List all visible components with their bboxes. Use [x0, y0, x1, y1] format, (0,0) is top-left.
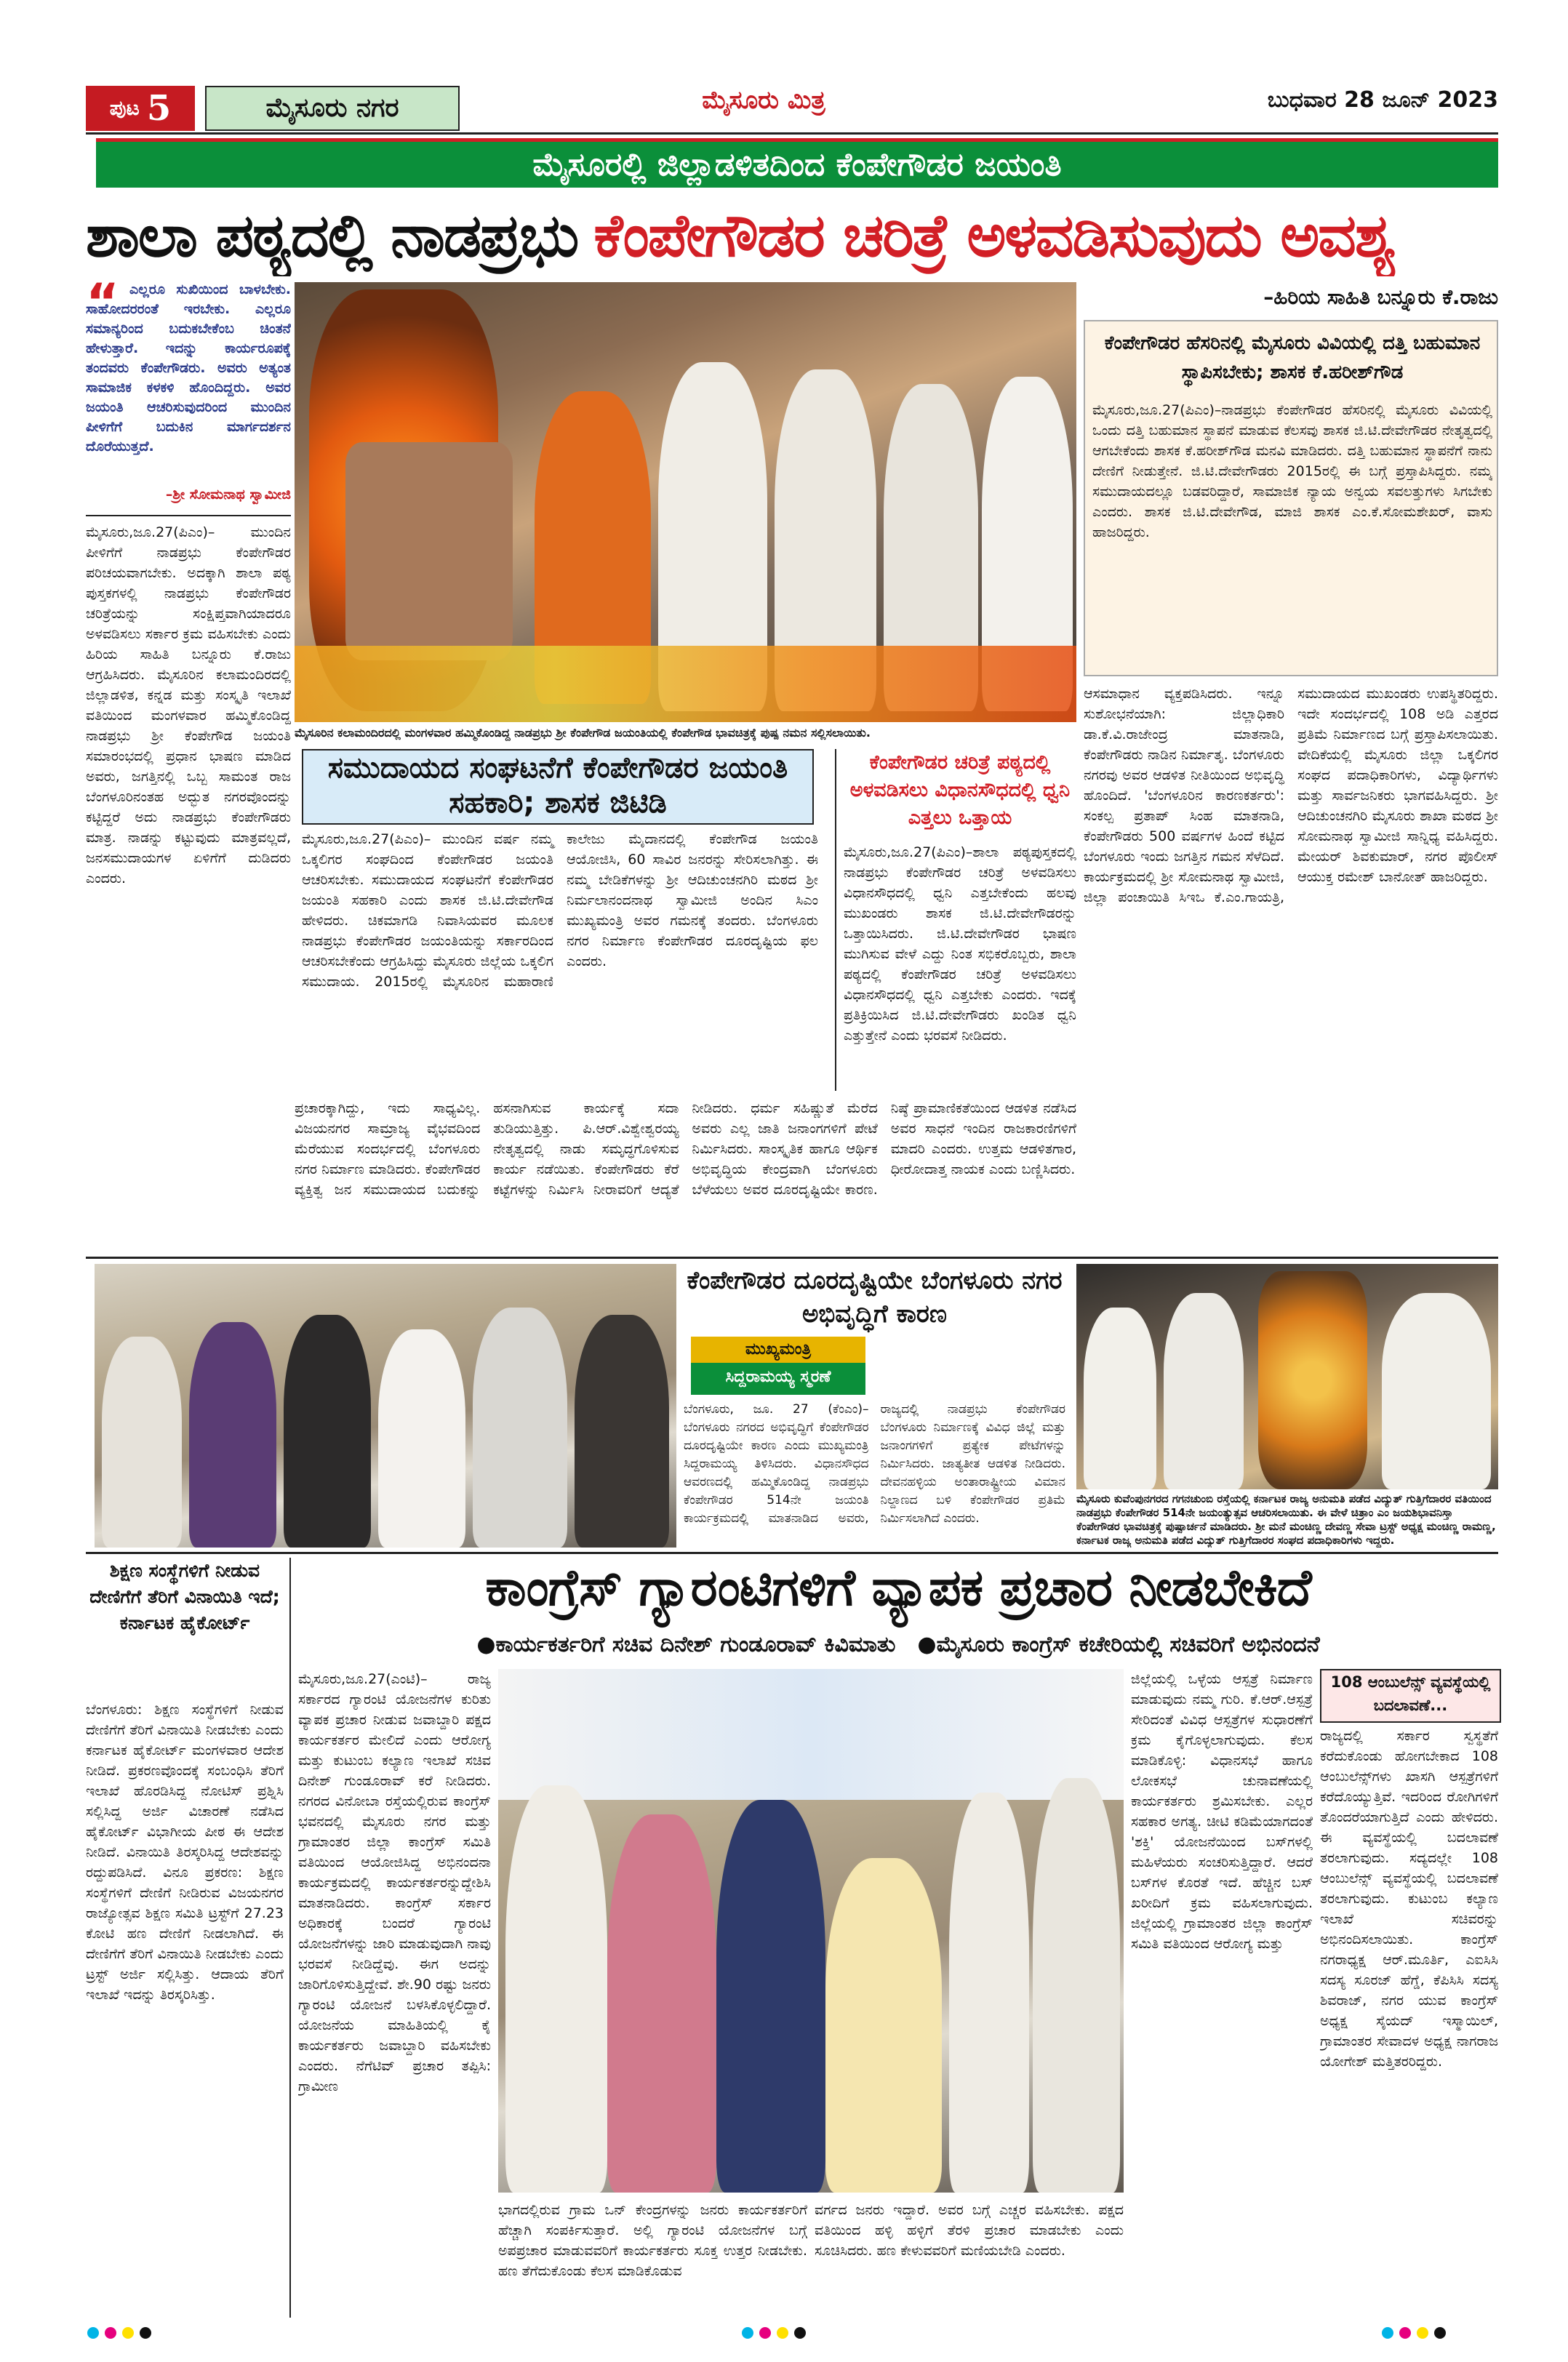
- education-story: [86, 1558, 291, 2318]
- history-headline: ಕೆಂಪೇಗೌಡರ ಚರಿತ್ರೆ ಪಠ್ಯದಲ್ಲಿ ಅಳವಡಿಸಲು ವಿಧಾನಸೌಧದಲ್ಲಿ ಧ್ವನಿ ಎತ್ತಲು ಒತ್ತಾಯ: [849, 751, 1071, 829]
- congress-col-4: ಜಿಲ್ಲೆಯಲ್ಲಿ ಒಳ್ಳೆಯ ಆಸ್ಪತ್ರೆ ನಿರ್ಮಾಣ ಮಾಡುವುದು ನಮ್ಮ ಗುರಿ. ಕೆ.ಆರ್.ಆಸ್ಪತ್ರೆ ಸೇರಿದಂತೆ ವಿವಿಧ ಆಸ್ಪತ್ರೆಗಳ ಸುಧಾರಣೆಗೆ ಕ್ರಮ ಕೈಗೊಳ್ಳಲಾಗುವುದು. ಕೆಲಸ ಮಾಡಿಕೊಳ್ಳಿ: ವಿಧಾನಸಭೆ ಹಾಗೂ ಲೋಕಸಭೆ ಚುನಾವಣೆಯಲ್ಲಿ ಕಾರ್ಯಕರ್ತರು ಶ್ರಮಿಸಬೇಕು. ಎಲ್ಲರ ಸಹಕಾರ ಅಗತ್ಯ. ಚೀಟಿ ಕಡಿಮೆಯಾಗದಂತೆ 'ಶಕ್ತಿ' ಯೋಜನೆಯಿಂದ ಬಸ್‌ಗಳಲ್ಲಿ ಮಹಿಳೆಯರು ಸಂಚರಿಸುತ್ತಿದ್ದಾರೆ. ಆದರೆ ಬಸ್‌ಗಳ ಕೊರತೆ ಇದೆ. ಹೆಚ್ಚಿನ ಬಸ್ ಖರೀದಿಗೆ ಕ್ರಮ ವಹಿಸಲಾಗುವುದು. ಜಿಲ್ಲೆಯಲ್ಲಿ ಗ್ರಾಮಾಂತರ ಜಿಲ್ಲಾ ಕಾಂಗ್ರೆಸ್ ಸಮಿತಿ ವತಿಯಿಂದ ಆರೋಗ್ಯ ಮತ್ತು: [1131, 1671, 1313, 1952]
- congress-col-3: ವರ್ಗದ ಜನರು ಇದ್ದಾರೆ. ಅವರ ಬಗ್ಗೆ ಎಚ್ಚರ ವಹಿಸಬೇಕು. ಪಕ್ಷದ ವತಿಯಿಂದ ಹಳ್ಳಿ ಹಳ್ಳಿಗೆ ತೆರಳಿ ಪ್ರಚಾರ ಮಾಡಬೇಕು ಎಂದು ಸೂಚಿಸಿದರು. ಹಣ ಕೇಳುವವರಿಗೆ ಮಣಿಯಬೇಡಿ ಎಂದರು.: [815, 2202, 1124, 2259]
- dot-cyan-3: [1382, 2327, 1393, 2339]
- banner-backdrop: [498, 1669, 1124, 1800]
- education-body: ಬೆಂಗಳೂರು: ಶಿಕ್ಷಣ ಸಂಸ್ಥೆಗಳಿಗೆ ನೀಡುವ ದೇಣಿಗೆಗೆ ತೆರಿಗೆ ವಿನಾಯಿತಿ ನೀಡಬೇಕು ಎಂದು ಕರ್ನಾಟಕ ಹೈಕೋರ್ಟ್ ಮಂಗಳವಾರ ಆದೇಶ ನೀಡಿದೆ. ಪ್ರಕರಣವೊಂದಕ್ಕೆ ಸಂಬಂಧಿಸಿ ತೆರಿಗೆ ಇಲಾಖೆ ಹೊರಡಿಸಿದ್ದ ನೋಟಿಸ್ ಪ್ರಶ್ನಿಸಿ ಸಲ್ಲಿಸಿದ್ದ ಅರ್ಜಿ ವಿಚಾರಣೆ ನಡೆಸಿದ ಹೈಕೋರ್ಟ್ ವಿಭಾಗೀಯ ಪೀಠ ಈ ಆದೇಶ ನೀಡಿದೆ. ವಿನಾಯಿತಿ ತಿರಸ್ಕರಿಸಿದ್ದ ಆದೇಶವನ್ನು ರದ್ದುಪಡಿಸಿದೆ. ವಿನೂ ಪ್ರಕರಣ: ಶಿಕ್ಷಣ ಸಂಸ್ಥೆಗಳಿಗೆ ದೇಣಿಗೆ ನೀಡಿರುವ ವಿಜಯನಗರ ರಾಜ್ಯೋತ್ಸವ ಶಿಕ್ಷಣ ಸಮಿತಿ ಟ್ರಸ್ಟ್‌ಗೆ 27.23 ಕೋಟಿ ಹಣ ದೇಣಿಗೆ ನೀಡಲಾಗಿದೆ. ಈ ದೇಣಿಗೆಗೆ ತೆರಿಗೆ ವಿನಾಯಿತಿ ನೀಡಬೇಕು ಎಂದು ಟ್ರಸ್ಟ್ ಅರ್ಜಿ ಸಲ್ಲಿಸಿತ್ತು. ಆದಾಯ ತೆರಿಗೆ ಇಲಾಖೆ ಇದನ್ನು ತಿರಸ್ಕರಿಸಿತ್ತು.: [86, 1702, 284, 2003]
- right-mid-body: ಆಸಮಾಧಾನ ವ್ಯಕ್ತಪಡಿಸಿದರು. ಇನ್ನೂ ಸುಶೋಭನೆಯಾಗಿ: ಜಿಲ್ಲಾಧಿಕಾರಿ ಡಾ.ಕೆ.ವಿ.ರಾಜೇಂದ್ರ ಮಾತನಾಡಿ, ಕೆಂಪೇಗೌಡರು ನಾಡಿನ ನಿರ್ಮಾತೃ. ಬೆಂಗಳೂರು ನಗರವು ಅವರ ಆಡಳಿತ ನೀತಿಯಿಂದ ಅಭಿವೃದ್ಧಿ ಹೊಂದಿದೆ. 'ಬೆಂಗಳೂರಿನ ಕಾರಣಕರ್ತರು': ಸಂಕಲ್ಪ ಪ್ರತಾಪ್ ಸಿಂಹ ಮಾತನಾಡಿ, ಕೆಂಪೇಗೌಡರು 500 ವರ್ಷಗಳ ಹಿಂದೆ ಕಟ್ಟಿದ ಬೆಂಗಳೂರು ಇಂದು ಜಗತ್ತಿನ ಗಮನ ಸೆಳೆದಿದೆ. ಕಾರ್ಯಕ್ರಮದಲ್ಲಿ ಶ್ರೀ ಸೋಮನಾಥ ಸ್ವಾಮೀಜಿ, ಜಿಲ್ಲಾ ಪಂಚಾಯಿತಿ ಸಿಇಒ ಕೆ.ಎಂ.ಗಾಯತ್ರಿ, ಸಮುದಾಯದ ಮುಖಂಡರು ಉಪಸ್ಥಿತರಿದ್ದರು. ಇದೇ ಸಂದರ್ಭದಲ್ಲಿ 108 ಅಡಿ ಎತ್ತರದ ಪ್ರತಿಮೆ ನಿರ್ಮಾಣದ ಬಗ್ಗೆ ಪ್ರಸ್ತಾಪಿಸಲಾಯಿತು. ವೇದಿಕೆಯಲ್ಲಿ ಮೈಸೂರು ಜಿಲ್ಲಾ ಒಕ್ಕಲಿಗರ ಸಂಘದ ಪದಾಧಿಕಾರಿಗಳು, ವಿದ್ಯಾರ್ಥಿಗಳು ಮತ್ತು ಸಾರ್ವಜನಿಕರು ಭಾಗವಹಿಸಿದ್ದರು. ಶ್ರೀ ಆದಿಚುಂಚನಗಿರಿ ಮೈಸೂರು ಶಾಖಾ ಮಠದ ಶ್ರೀ ಸೋಮನಾಥ ಸ್ವಾಮೀಜಿ ಸಾನ್ನಿಧ್ಯ ವಹಿಸಿದ್ದರು. ಮೇಯರ್ ಶಿವಕುಮಾರ್, ನಗರ ಪೊಲೀಸ್ ಆಯುಕ್ತ ರಮೇಶ್ ಬಾನೋತ್ ಹಾಜರಿದ್ದರು.: [1084, 686, 1498, 905]
- history-story: [835, 749, 1075, 1091]
- flower-bed: [295, 646, 1076, 722]
- masthead-rule: [86, 132, 1498, 135]
- dot-magenta-2: [759, 2327, 771, 2339]
- ambulance-body: ರಾಜ್ಯದಲ್ಲಿ ಸರ್ಕಾರ ಸ್ವಸ್ಥತೆಗೆ ಕರೆದುಕೊಂಡು ಹೋಗಬೇಕಾದ 108 ಆಂಬುಲೆನ್ಸ್‌ಗಳು ಖಾಸಗಿ ಆಸ್ಪತ್ರೆಗಳಿಗೆ ಕರೆದೊಯ್ಯುತ್ತಿವೆ. ಇದರಿಂದ ರೋಗಿಗಳಿಗೆ ತೊಂದರೆಯಾಗುತ್ತಿದೆ ಎಂದು ಹೇಳಿದರು. ಈ ವ್ಯವಸ್ಥೆಯಲ್ಲಿ ಬದಲಾವಣೆ ತರಲಾಗುವುದು. ಸದ್ಯದಲ್ಲೇ 108 ಆಂಬುಲೆನ್ಸ್ ವ್ಯವಸ್ಥೆಯಲ್ಲಿ ಬದಲಾವಣೆ ತರಲಾಗುವುದು. ಕುಟುಂಬ ಕಲ್ಯಾಣ ಇಲಾಖೆ ಸಚಿವರನ್ನು ಅಭಿನಂದಿಸಲಾಯಿತು. ಕಾಂಗ್ರೆಸ್ ನಗರಾಧ್ಯಕ್ಷ ಆರ್.ಮೂರ್ತಿ, ಎಐಸಿಸಿ ಸದಸ್ಯ ಸೂರಜ್ ಹೆಗ್ಡೆ, ಕೆಪಿಸಿಸಿ ಸದಸ್ಯ ಶಿವರಾಜ್, ನಗರ ಯುವ ಕಾಂಗ್ರೆಸ್ ಅಧ್ಯಕ್ಷ ಸೈಯದ್ ಇಸ್ಮಾಯಿಲ್, ಗ್ರಾಮಾಂತರ ಸೇವಾದಳ ಅಧ್ಯಕ್ಷ ನಾಗರಾಜ ಯೋಗೇಶ್ ಮತ್ತಿತರರಿದ್ದರು.: [1320, 1728, 1498, 2070]
- quote-mark: “: [86, 273, 120, 332]
- history-body: ಮೈಸೂರು,ಜೂ.27(ಪಿಎಂ)–ಶಾಲಾ ಪಠ್ಯಪುಸ್ತಕದಲ್ಲಿ ನಾಡಪ್ರಭು ಕೆಂಪೇಗೌಡರ ಚರಿತ್ರೆ ಅಳವಡಿಸಲು ವಿಧಾನಸೌಧದಲ್ಲಿ ಧ್ವನಿ ಎತ್ತಬೇಕೆಂದು ಹಲವು ಮುಖಂಡರು ಶಾಸಕ ಜಿ.ಟಿ.ದೇವೇಗೌಡರನ್ನು ಒತ್ತಾಯಿಸಿದರು. ಜಿ.ಟಿ.ದೇವೇಗೌಡರ ಭಾಷಣ ಮುಗಿಸುವ ವೇಳೆ ಎದ್ದು ನಿಂತ ಸಭಿಕರೊಬ್ಬರು, ಶಾಲಾ ಪಠ್ಯದಲ್ಲಿ ಕೆಂಪೇಗೌಡರ ಚರಿತ್ರೆ ಅಳವಡಿಸಲು ವಿಧಾನಸೌಧದಲ್ಲಿ ಧ್ವನಿ ಎತ್ತಬೇಕು ಎಂದರು. ಇದಕ್ಕೆ ಪ್ರತಿಕ್ರಿಯಿಸಿದ ಜಿ.ಟಿ.ದೇವೇಗೌಡರು ಖಂಡಿತ ಧ್ವನಿ ಎತ್ತುತ್ತೇನೆ ಎಂದು ಭರವಸೆ ನೀಡಿದರು.: [844, 844, 1076, 1044]
- dot-black-2: [794, 2327, 806, 2339]
- person-b: [189, 1322, 276, 1548]
- cm-kicker-2: ಸಿದ್ದರಾಮಯ್ಯ ಸ್ಮರಣೆ: [725, 1368, 831, 1386]
- lead-photo-caption: ಮೈಸೂರಿನ ಕಲಾಮಂದಿರದಲ್ಲಿ ಮಂಗಳವಾರ ಹಮ್ಮಿಕೊಂಡಿದ್ದ ನಾಡಪ್ರಭು ಶ್ರೀ ಕೆಂಪೇಗೌಡ ಜಯಂತಿಯಲ್ಲಿ ಕೆಂಪೇಗೌಡ ಭಾವಚಿತ್ರಕ್ಕೆ ಪುಷ್ಪ ನಮನ ಸಲ್ಲಿಸಲಾಯಿತು.: [295, 726, 871, 740]
- congress-felicitation-photo: [498, 1669, 1124, 2193]
- issue-date: ಬುಧವಾರ 28 ಜೂನ್ 2023: [1267, 87, 1498, 113]
- dot-magenta: [105, 2327, 116, 2339]
- dot-cyan-2: [742, 2327, 753, 2339]
- page-label-box: [86, 86, 195, 131]
- donation-story: [1084, 320, 1498, 676]
- community-headline: ಸಮುದಾಯದ ಸಂಘಟನೆಗೆ ಕೆಂಪೇಗೌಡರ ಜಯಂತಿ ಸಹಕಾರಿ; ಶಾಸಕ ಜಿಟಿಡಿ: [302, 749, 814, 825]
- community-body: ಮೈಸೂರು,ಜೂ.27(ಪಿಎಂ)– ಮುಂದಿನ ವರ್ಷ ನಮ್ಮ ಒಕ್ಕಲಿಗರ ಸಂಘದಿಂದ ಕೆಂಪೇಗೌಡರ ಜಯಂತಿ ಆಚರಿಸಬೇಕು. ಸಮುದಾಯದ ಸಂಘಟನೆಗೆ ಕೆಂಪೇಗೌಡರ ಜಯಂತಿ ಸಹಕಾರಿ ಎಂದು ಶಾಸಕ ಜಿ.ಟಿ.ದೇವೇಗೌಡ ಹೇಳಿದರು. ಚಿಕಮಾಗಡಿ ನಿವಾಸಿಯವರ ಮೂಲಕ ನಾಡಪ್ರಭು ಕೆಂಪೇಗೌಡರ ಜಯಂತಿಯನ್ನು ಸರ್ಕಾರದಿಂದ ಆಚರಿಸಬೇಕೆಂದು ಆಗ್ರಹಿಸಿದ್ದು ಮೈಸೂರು ಜಿಲ್ಲೆಯ ಒಕ್ಕಲಿಗ ಸಮುದಾಯ. 2015ರಲ್ಲಿ ಮೈಸೂರಿನ ಮಹಾರಾಣಿ ಕಾಲೇಜು ಮೈದಾನದಲ್ಲಿ ಕೆಂಪೇಗೌಡ ಜಯಂತಿ ಆಯೋಜಿಸಿ, 60 ಸಾವಿರ ಜನರನ್ನು ಸೇರಿಸಲಾಗಿತ್ತು. ಈ ನಮ್ಮ ಬೇಡಿಕೆಗಳನ್ನು ಶ್ರೀ ಆದಿಚುಂಚನಗಿರಿ ಮಠದ ಶ್ರೀ ನಿರ್ಮಲಾನಂದನಾಥ ಸ್ವಾಮೀಜಿ ಅಂದಿನ ಸಿಎಂ ಮುಖ್ಯಮಂತ್ರಿ ಅವರ ಗಮನಕ್ಕೆ ತಂದರು. ಬೆಂಗಳೂರು ನಗರ ನಿರ್ಮಾಣ ಕೆಂಪೇಗೌಡರ ದೂರದೃಷ್ಟಿಯ ಫಲ ಎಂದರು.: [302, 831, 818, 990]
- person-c: [284, 1315, 371, 1548]
- section-rule-1: [86, 1257, 1498, 1259]
- cm-kicker-1: ಮುಖ್ಯಮಂತ್ರಿ: [691, 1337, 865, 1363]
- minister-seated: [825, 1858, 942, 2193]
- lead-byline: –ಹಿರಿಯ ಸಾಹಿತಿ ಬನ್ನೂರು ಕೆ.ರಾಜು: [1263, 285, 1498, 309]
- ambulance-head: 108 ಆಂಬುಲೆನ್ಸ್ ವ್ಯವಸ್ಥೆಯಲ್ಲಿ ಬದಲಾವಣೆ...: [1320, 1669, 1501, 1723]
- portrait-frame: [345, 442, 513, 660]
- congress-sub-1: ●ಕಾರ್ಯಕರ್ತರಿಗೆ ಸಚಿವ ದಿನೇಶ್ ಗುಂಡೂರಾವ್ ಕಿವಿಮಾತು: [476, 1632, 896, 1657]
- footer-color-dots-center: [742, 2327, 887, 2342]
- cm-body: ಬೆಂಗಳೂರು, ಜೂ. 27 (ಕೆಂಎಂ)– ಬೆಂಗಳೂರು ನಗರದ ಅಭಿವೃದ್ಧಿಗೆ ಕೆಂಪೇಗೌಡರ ದೂರದೃಷ್ಟಿಯೇ ಕಾರಣ ಎಂದು ಮುಖ್ಯಮಂತ್ರಿ ಸಿದ್ದರಾಮಯ್ಯ ತಿಳಿಸಿದರು. ವಿಧಾನಸೌಧದ ಆವರಣದಲ್ಲಿ ಹಮ್ಮಿಕೊಂಡಿದ್ದ ನಾಡಪ್ರಭು ಕೆಂಪೇಗೌಡರ 514ನೇ ಜಯಂತಿ ಕಾರ್ಯಕ್ರಮದಲ್ಲಿ ಮಾತನಾಡಿದ ಅವರು, ರಾಜ್ಯದಲ್ಲಿ ನಾಡಪ್ರಭು ಕೆಂಪೇಗೌಡರ ಬೆಂಗಳೂರು ನಿರ್ಮಾಣಕ್ಕೆ ವಿವಿಧ ಜಿಲ್ಲೆ ಮತ್ತು ಜನಾಂಗಗಳಿಗೆ ಪ್ರತ್ಯೇಕ ಪೇಟೆಗಳನ್ನು ನಿರ್ಮಿಸಿದರು. ಜಾತ್ಯತೀತ ಆಡಳಿತ ನೀಡಿದರು. ದೇವನಹಳ್ಳಿಯ ಅಂತಾರಾಷ್ಟ್ರೀಯ ವಿಮಾನ ನಿಲ್ದಾಣದ ಬಳಿ ಕೆಂಪೇಗೌಡರ ಪ್ರತಿಮೆ ನಿರ್ಮಿಸಲಾಗಿದೆ ಎಂದರು.: [684, 1402, 1065, 1526]
- congress-col-1: ಮೈಸೂರು,ಜೂ.27(ಎಂಟಿ)– ರಾಜ್ಯ ಸರ್ಕಾರದ ಗ್ಯಾರಂಟಿ ಯೋಜನೆಗಳ ಕುರಿತು ವ್ಯಾಪಕ ಪ್ರಚಾರ ನೀಡುವ ಜವಾಬ್ದಾರಿ ಪಕ್ಷದ ಕಾರ್ಯಕರ್ತರ ಮೇಲಿದೆ ಎಂದು ಆರೋಗ್ಯ ಮತ್ತು ಕುಟುಂಬ ಕಲ್ಯಾಣ ಇಲಾಖೆ ಸಚಿವ ದಿನೇಶ್ ಗುಂಡೂರಾವ್ ಕರೆ ನೀಡಿದರು. ನಗರದ ವಿನೋಬಾ ರಸ್ತೆಯಲ್ಲಿರುವ ಕಾಂಗ್ರೆಸ್ ಭವನದಲ್ಲಿ ಮೈಸೂರು ನಗರ ಮತ್ತು ಗ್ರಾಮಾಂತರ ಜಿಲ್ಲಾ ಕಾಂಗ್ರೆಸ್ ಸಮಿತಿ ವತಿಯಿಂದ ಆಯೋಜಿಸಿದ್ದ ಅಭಿನಂದನಾ ಕಾರ್ಯಕ್ರಮದಲ್ಲಿ ಕಾರ್ಯಕರ್ತರನ್ನುದ್ದೇಶಿಸಿ ಮಾತನಾಡಿದರು. ಕಾಂಗ್ರೆಸ್ ಸರ್ಕಾರ ಅಧಿಕಾರಕ್ಕೆ ಬಂದರೆ ಗ್ಯಾರಂಟಿ ಯೋಜನೆಗಳನ್ನು ಜಾರಿ ಮಾಡುವುದಾಗಿ ನಾವು ಭರವಸೆ ನೀಡಿದ್ದೆವು. ಈಗ ಅದನ್ನು ಜಾರಿಗೊಳಿಸುತ್ತಿದ್ದೇವೆ. ಶೇ.90 ರಷ್ಟು ಜನರು ಗ್ಯಾರಂಟಿ ಯೋಜನೆ ಬಳಸಿಕೊಳ್ಳಲಿದ್ದಾರೆ. ಯೋಜನೆಯ ಮಾಹಿತಿಯಲ್ಲಿ ಕೈ ಕಾರ್ಯಕರ್ತರು ಜವಾಬ್ದಾರಿ ವಹಿಸಬೇಕು ಎಂದರು. ನೆಗೆಟಿವ್ ಪ್ರಚಾರ ತಪ್ಪಿಸಿ: ಗ್ರಾಮೀಣ: [298, 1671, 491, 2094]
- person-j: [505, 1785, 607, 2193]
- donation-headline: ಕೆಂಪೇಗೌಡರ ಹೆಸರಿನಲ್ಲಿ ಮೈಸೂರು ವಿವಿಯಲ್ಲಿ ದತ್ತಿ ಬಹುಮಾನ ಸ್ಥಾಪಿಸಬೇಕು; ಶಾಸಕ ಕೆ.ಹರೀಶ್‌ಗೌಡ: [1104, 332, 1481, 383]
- dot-yellow-2: [777, 2327, 788, 2339]
- education-headline: ಶಿಕ್ಷಣ ಸಂಸ್ಥೆಗಳಿಗೆ ನೀಡುವ ದೇಣಿಗೆಗೆ ತೆರಿಗೆ ವಿನಾಯಿತಿ ಇದೆ; ಕರ್ನಾಟಕ ಹೈಕೋರ್ಟ್: [89, 1560, 280, 1633]
- ambulance-box: [1320, 1669, 1498, 2316]
- cm-kicker: [691, 1337, 865, 1395]
- person-h: [1164, 1293, 1244, 1489]
- lead-photo: [295, 282, 1076, 722]
- lower-mid-body: ಪ್ರಚಾರಕ್ಕಾಗಿದ್ದು, ಇದು ಸಾಧ್ಯವಿಲ್ಲ. ವಿಜಯನಗರ ಸಾಮ್ರಾಜ್ಯ ವೈಭವದಿಂದ ಮೆರೆಯುವ ಸಂದರ್ಭದಲ್ಲಿ ಬೆಂಗಳೂರು ನಗರ ನಿರ್ಮಾಣ ಮಾಡಿದರು. ಕೆಂಪೇಗೌಡರ ವ್ಯಕ್ತಿತ್ವ ಜನ ಸಮುದಾಯದ ಬದುಕನ್ನು ಹಸನಾಗಿಸುವ ಕಾರ್ಯಕ್ಕೆ ಸದಾ ತುಡಿಯುತ್ತಿತ್ತು. ಪಿ.ಆರ್.ವಿಶ್ವೇಶ್ವರಯ್ಯ ನೇತೃತ್ವದಲ್ಲಿ ನಾಡು ಸಮೃದ್ಧಗೊಳಿಸುವ ಕಾರ್ಯ ನಡೆಯಿತು. ಕೆಂಪೇಗೌಡರು ಕೆರೆ ಕಟ್ಟೆಗಳನ್ನು ನಿರ್ಮಿಸಿ ನೀರಾವರಿಗೆ ಆದ್ಯತೆ ನೀಡಿದರು. ಧರ್ಮ ಸಹಿಷ್ಣುತೆ ಮೆರೆದ ಅವರು ಎಲ್ಲ ಜಾತಿ ಜನಾಂಗಗಳಿಗೆ ಪೇಟೆ ನಿರ್ಮಿಸಿದರು. ಸಾಂಸ್ಕೃತಿಕ ಹಾಗೂ ಆರ್ಥಿಕ ಅಭಿವೃದ್ಧಿಯ ಕೇಂದ್ರವಾಗಿ ಬೆಂಗಳೂರು ಬೆಳೆಯಲು ಅವರ ದೂರದೃಷ್ಟಿಯೇ ಕಾರಣ. ನಿಷ್ಠೆ ಪ್ರಾಮಾಣಿಕತೆಯಿಂದ ಆಡಳಿತ ನಡೆಸಿದ ಅವರ ಸಾಧನೆ ಇಂದಿನ ರಾಜಕಾರಣಿಗಳಿಗೆ ಮಾದರಿ ಎಂದರು. ಉತ್ತಮ ಆಡಳಿತಗಾರ, ಧೀರೋದಾತ್ತ ನಾಯಕ ಎಂದು ಬಣ್ಣಿಸಿದರು.: [295, 1100, 1076, 1198]
- person-f: [575, 1315, 669, 1548]
- congress-subheads: [298, 1632, 1498, 1664]
- dot-black: [140, 2327, 151, 2339]
- person-n: [1033, 1778, 1120, 2193]
- paper-name: ಮೈಸೂರು ಮಿತ್ರ: [702, 86, 825, 115]
- page-label: ಪುಟ: [109, 96, 140, 120]
- event-banner: ಮೈಸೂರಲ್ಲಿ ಜಿಲ್ಲಾಡಳಿತದಿಂದ ಕೆಂಪೇಗೌಡರ ಜಯಂತಿ: [96, 138, 1498, 188]
- congress-col-2: ಭಾಗದಲ್ಲಿರುವ ಗ್ರಾಮ ಒನ್ ಕೇಂದ್ರಗಳನ್ನು ಜನರು ಕಾರ್ಯಕರ್ತರಿಗೆ ಹೆಚ್ಚಾಗಿ ಸಂಪರ್ಕಿಸುತ್ತಾರೆ. ಅಲ್ಲಿ ಗ್ಯಾರಂಟಿ ಯೋಜನೆಗಳ ಬಗ್ಗೆ ಅಪಪ್ರಚಾರ ಮಾಡುವವರಿಗೆ ಕಾರ್ಯಕರ್ತರು ಸೂಕ್ತ ಉತ್ತರ ನೀಡಬೇಕು. ಹಣ ತೆಗೆದುಕೊಂಡು ಕೆಲಸ ಮಾಡಿಕೊಡುವ: [498, 2202, 807, 2279]
- page-number: 5: [146, 88, 172, 129]
- lead-headline: [86, 196, 1498, 276]
- cm-headline: ಕೆಂಪೇಗೌಡರ ದೂರದೃಷ್ಟಿಯೇ ಬೆಂಗಳೂರು ನಗರ ಅಭಿವೃದ್ಧಿಗೆ ಕಾರಣ: [687, 1266, 1063, 1329]
- person-g: [1084, 1308, 1156, 1489]
- dot-black-3: [1434, 2327, 1446, 2339]
- person-a: [102, 1337, 182, 1548]
- person-l: [716, 1800, 825, 2193]
- person-m: [949, 1793, 1029, 2193]
- dot-magenta-3: [1399, 2327, 1411, 2339]
- donation-body: ಮೈಸೂರು,ಜೂ.27(ಪಿಎಂ)–ನಾಡಪ್ರಭು ಕೆಂಪೇಗೌಡರ ಹೆಸರಿನಲ್ಲಿ ಮೈಸೂರು ವಿವಿಯಲ್ಲಿ ಒಂದು ದತ್ತಿ ಬಹುಮಾನ ಸ್ಥಾಪನೆ ಮಾಡುವ ಕೆಲಸವು ಶಾಸಕ ಜಿ.ಟಿ.ದೇವೇಗೌಡರ ನೇತೃತ್ವದಲ್ಲಿ ಆಗಬೇಕೆಂದು ಶಾಸಕ ಕೆ.ಹರೀಶ್‌ಗೌಡ ಮನವಿ ಮಾಡಿದರು. ದತ್ತಿ ಬಹುಮಾನ ಸ್ಥಾಪನೆಗೆ ನಾನು ದೇಣಿಗೆ ನೀಡುತ್ತೇನೆ. ಜಿ.ಟಿ.ದೇವೇಗೌಡರು 2015ರಲ್ಲಿ ಈ ಬಗ್ಗೆ ಪ್ರಸ್ತಾಪಿಸಿದ್ದರು. ನಮ್ಮ ಸಮುದಾಯದಲ್ಲೂ ಬಡವರಿದ್ದಾರೆ, ಸಾಮಾಜಿಕ ನ್ಯಾಯ ಅನ್ವಯ ಸವಲತ್ತುಗಳು ಸಿಗಬೇಕು ಎಂದರು. ಶಾಸಕ ಜಿ.ಟಿ.ದೇವೇಗೌಡ, ಮಾಜಿ ಶಾಸಕ ಎಂ.ಕೆ.ಸೋಮಶೇಖರ್, ವಾಸು ಹಾಜರಿದ್ದರು.: [1092, 402, 1492, 540]
- person-e: [473, 1308, 567, 1548]
- congress-sub-2: ●ಮೈಸೂರು ಕಾಂಗ್ರೆಸ್ ಕಚೇರಿಯಲ್ಲಿ ಸಚಿವರಿಗೆ ಅಭಿನಂದನೆ: [917, 1632, 1320, 1657]
- person-k: [607, 1814, 716, 2193]
- quote-author: –ಶ್ರೀ ಸೋಮನಾಥ ಸ್ವಾಮೀಜಿ: [165, 487, 291, 503]
- footer-color-dots-right: [1382, 2327, 1527, 2342]
- congress-headline: ಕಾಂಗ್ರೆಸ್ ಗ್ಯಾರಂಟಿಗಳಿಗೆ ವ್ಯಾಪಕ ಪ್ರಚಾರ ನೀಡಬೇಕಿದೆ: [485, 1558, 1311, 1617]
- person-i: [1382, 1293, 1491, 1489]
- section-name: ಮೈಸೂರು ನಗರ: [205, 86, 460, 131]
- dot-yellow: [122, 2327, 134, 2339]
- masthead: [44, 20, 1524, 83]
- dot-cyan: [87, 2327, 99, 2339]
- pull-quote: [86, 273, 291, 516]
- lead-body: ಮೈಸೂರು,ಜೂ.27(ಪಿಎಂ)– ಮುಂದಿನ ಪೀಳಿಗೆಗೆ ನಾಡಪ್ರಭು ಕೆಂಪೇಗೌಡರ ಪರಿಚಯವಾಗಬೇಕು. ಅದಕ್ಕಾಗಿ ಶಾಲಾ ಪಠ್ಯ ಪುಸ್ತಕಗಳಲ್ಲಿ ನಾಡಪ್ರಭು ಕೆಂಪೇಗೌಡರ ಚರಿತ್ರೆಯನ್ನು ಸಂಕ್ಷಿಪ್ತವಾಗಿಯಾದರೂ ಅಳವಡಿಸಲು ಸರ್ಕಾರ ಕ್ರಮ ವಹಿಸಬೇಕು ಎಂದು ಹಿರಿಯ ಸಾಹಿತಿ ಬನ್ನೂರು ಕೆ.ರಾಜು ಆಗ್ರಹಿಸಿದರು. ಮೈಸೂರಿನ ಕಲಾಮಂದಿರದಲ್ಲಿ ಜಿಲ್ಲಾಡಳಿತ, ಕನ್ನಡ ಮತ್ತು ಸಂಸ್ಕೃತಿ ಇಲಾಖೆ ವತಿಯಿಂದ ಮಂಗಳವಾರ ಹಮ್ಮಿಕೊಂಡಿದ್ದ ನಾಡಪ್ರಭು ಶ್ರೀ ಕೆಂಪೇಗೌಡ ಜಯಂತಿ ಸಮಾರಂಭದಲ್ಲಿ ಪ್ರಧಾನ ಭಾಷಣ ಮಾಡಿದ ಅವರು, ಜಗತ್ತಿನಲ್ಲಿ ಒಬ್ಬ ಸಾಮಂತ ರಾಜ ಬೆಂಗಳೂರಿನಂತಹ ಅದ್ಭುತ ನಗರವೊಂದನ್ನು ಕಟ್ಟಿದ್ದರೆ ಅದು ನಾಡಪ್ರಭು ಕೆಂಪೇಗೌಡರು ಮಾತ್ರ. ನಾಡನ್ನು ಕಟ್ಟುವುದು ಮಾತ್ರವಲ್ಲದೆ, ಜನಸಮುದಾಯಗಳ ಏಳಿಗೆಗೆ ದುಡಿದರು ಎಂದರು.: [86, 524, 291, 886]
- person-d: [378, 1329, 465, 1548]
- cm-story: [684, 1264, 1065, 1548]
- dot-yellow-3: [1417, 2327, 1428, 2339]
- quote-text: ಎಲ್ಲರೂ ಸುಖಿಯಿಂದ ಬಾಳಬೇಕು. ಸಾಹೋದರರಂತೆ ಇರಬೇಕು. ಎಲ್ಲರೂ ಸಮಾನ್ಯರಿಂದ ಬದುಕಬೇಕೆಂಬ ಚಿಂತನೆ ಹೇಳುತ್ತಾರೆ. ಇದನ್ನು ಕಾರ್ಯರೂಪಕ್ಕೆ ತಂದವರು ಕೆಂಪೇಗೌಡರು. ಅವರು ಅತ್ಯಂತ ಸಾಮಾಜಿಕ ಕಳಕಳಿ ಹೊಂದಿದ್ದರು. ಅವರ ಜಯಂತಿ ಆಚರಿಸುವುದರಿಂದ ಮುಂದಿನ ಪೀಳಿಗೆಗೆ ಬದುಕಿನ ಮಾರ್ಗದರ್ಶನ ದೊರೆಯುತ್ತದೆ.: [86, 281, 291, 455]
- section-rule-2: [86, 1552, 1498, 1554]
- lead-headline-black: ಶಾಲಾ ಪಠ್ಯದಲ್ಲಿ ನಾಡಪ್ರಭು: [86, 201, 578, 271]
- portrait-garland: [1258, 1271, 1367, 1489]
- right-photo-caption: ಮೈಸೂರು ಕುವೆಂಪುನಗರದ ಗಗನಚುಂಬಿ ರಸ್ತೆಯಲ್ಲಿ ಕರ್ನಾಟಕ ರಾಜ್ಯ ಅನುಮತಿ ಪಡೆದ ವಿದ್ಯುತ್ ಗುತ್ತಿಗೆದಾರರ ವತಿಯಿಂದ ನಾಡಪ್ರಭು ಕೆಂಪೇಗೌಡರ 514ನೇ ಜಯಂತ್ಯುತ್ಸವ ಆಚರಿಸಲಾಯಿತು. ಈ ವೇಳೆ ಚಿತ್ರಾಂ ಎಂ ಜಯಶಿಭಾವನಿಸ್ತಾ ಕೆಂಪೇಗೌಡರ ಭಾವಚಿತ್ರಕ್ಕೆ ಪುಷ್ಪಾರ್ಚನೆ ಮಾಡಿದರು. ಶ್ರೀ ಮನೆ ಮಂಚಿಣ್ಣ ದೇವಣ್ಣ ಸೇವಾ ಟ್ರಸ್ಟ್ ಅಧ್ಯಕ್ಷ ಮಂಚಿಣ್ಣ ರಾಮಣ್ಣ, ಕರ್ನಾಟಕ ರಾಜ್ಯ ಅನುಮತಿ ಪಡೆದ ವಿದ್ಯುತ್ ಗುತ್ತಿಗೆದಾರರ ಸಂಘದ ಪದಾಧಿಕಾರಿಗಳು ಇದ್ದರು.: [1076, 1492, 1496, 1547]
- lead-headline-red: ಕೆಂಪೇಗೌಡರ ಚರಿತ್ರೆ ಅಳವಡಿಸುವುದು ಅವಶ್ಯ: [593, 201, 1395, 271]
- kempegowda-portrait-photo: [1076, 1264, 1498, 1489]
- community-story: [295, 749, 825, 1091]
- footer-color-dots-left: [87, 2327, 233, 2342]
- cm-group-photo: [95, 1264, 676, 1548]
